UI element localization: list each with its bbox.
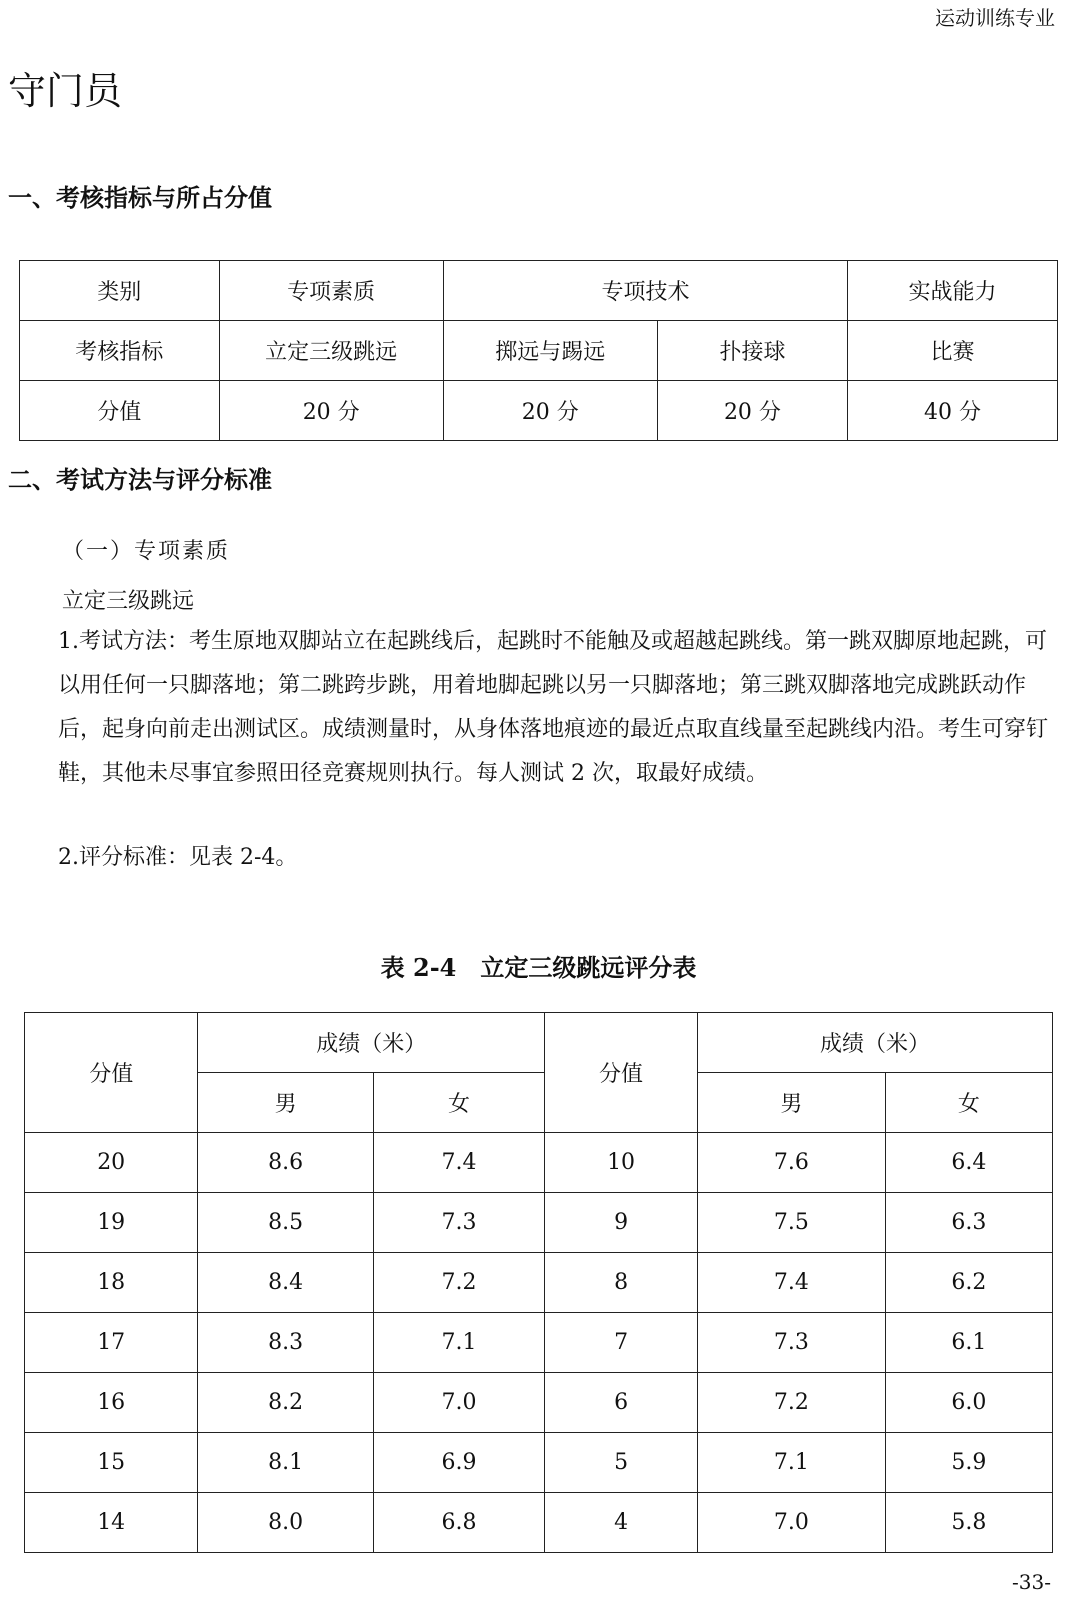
header-female: 女 <box>373 1073 544 1133</box>
table-cell: 8.2 <box>198 1373 373 1433</box>
table-cell: 6.4 <box>885 1133 1052 1193</box>
table-cell: 6 <box>545 1373 698 1433</box>
table-cell: 6.3 <box>885 1193 1052 1253</box>
method-paragraph <box>8 620 1068 796</box>
table-row <box>25 1193 1053 1253</box>
table-cell: 6.1 <box>885 1313 1052 1373</box>
table-header-row <box>25 1013 1053 1073</box>
standard-text: 2.评分标准：见表 2-4。 <box>58 845 298 870</box>
table-cell: 6.0 <box>885 1373 1052 1433</box>
table-cell: 16 <box>25 1373 198 1433</box>
subsection-heading: （一）专项素质 <box>62 539 231 564</box>
table-cell: 15 <box>25 1433 198 1493</box>
table-cell: 6.2 <box>885 1253 1052 1313</box>
table-row <box>25 1373 1053 1433</box>
table-cell: 立定三级跳远 <box>219 321 443 381</box>
table-row <box>25 1253 1053 1313</box>
table-cell: 40 分 <box>848 381 1058 441</box>
table-cell: 9 <box>545 1193 698 1253</box>
table-cell: 掷远与踢远 <box>443 321 657 381</box>
table-cell: 8.6 <box>198 1133 373 1193</box>
standard-paragraph <box>8 836 1068 880</box>
table-cell: 专项素质 <box>219 261 443 321</box>
table-cell: 考核指标 <box>20 321 220 381</box>
section2-heading: 二、考试方法与评分标准 <box>8 465 272 494</box>
table-cell: 17 <box>25 1313 198 1373</box>
page-title: 守门员 <box>8 69 123 113</box>
table-caption: 表 2-4 立定三级跳远评分表 <box>380 953 697 982</box>
header-female: 女 <box>885 1073 1052 1133</box>
table-cell: 7 <box>545 1313 698 1373</box>
header-result: 成绩（米） <box>697 1013 1052 1073</box>
table-cell: 8.5 <box>198 1193 373 1253</box>
table-cell: 7.5 <box>697 1193 885 1253</box>
table-row <box>25 1493 1053 1553</box>
table-cell: 6.8 <box>373 1493 544 1553</box>
table-cell: 分值 <box>20 381 220 441</box>
header-score: 分值 <box>25 1013 198 1133</box>
table-cell: 8.3 <box>198 1313 373 1373</box>
table-cell: 7.0 <box>697 1493 885 1553</box>
table-cell: 5 <box>545 1433 698 1493</box>
table-row <box>25 1133 1053 1193</box>
method-text: 1.考试方法：考生原地双脚站立在起跳线后，起跳时不能触及或超越起跳线。第一跳双脚原地起跳，可以用任何一只脚落地；第二跳跨步跳，用着地脚起跳以另一只脚落地；第三跳双脚落地完成跳跃动作后，起身向前走出测试区。成绩测量时，从身体落地痕迹的最近点取直线量至起跳线内沿。考生可穿钉鞋，其他未尽事宜参照田径竞赛规则执行。每人测试 2 次，取最好成绩。 <box>58 629 1049 786</box>
table-row <box>25 1433 1053 1493</box>
table-row <box>20 321 1058 381</box>
table-cell: 7.4 <box>373 1133 544 1193</box>
table-cell: 7.1 <box>373 1313 544 1373</box>
indicator-table <box>19 260 1058 441</box>
table-cell: 扑接球 <box>657 321 847 381</box>
table-cell: 18 <box>25 1253 198 1313</box>
table-cell: 5.8 <box>885 1493 1052 1553</box>
table-cell: 7.4 <box>697 1253 885 1313</box>
table-cell: 20 分 <box>219 381 443 441</box>
table-cell: 7.3 <box>373 1193 544 1253</box>
table-cell: 比赛 <box>848 321 1058 381</box>
table-cell: 5.9 <box>885 1433 1052 1493</box>
table-row <box>25 1313 1053 1373</box>
table-cell: 20 分 <box>657 381 847 441</box>
table-cell: 8 <box>545 1253 698 1313</box>
table-cell: 7.1 <box>697 1433 885 1493</box>
table-row <box>20 381 1058 441</box>
header-male: 男 <box>198 1073 373 1133</box>
table-cell: 7.2 <box>373 1253 544 1313</box>
table-cell: 8.4 <box>198 1253 373 1313</box>
table-cell: 实战能力 <box>848 261 1058 321</box>
scoring-table <box>24 1012 1053 1553</box>
header-score: 分值 <box>545 1013 698 1133</box>
table-cell: 8.0 <box>198 1493 373 1553</box>
section1-heading: 一、考核指标与所占分值 <box>8 183 272 212</box>
table-cell: 20 <box>25 1133 198 1193</box>
table-cell: 专项技术 <box>443 261 847 321</box>
table-cell: 8.1 <box>198 1433 373 1493</box>
table-cell: 19 <box>25 1193 198 1253</box>
table-cell: 7.0 <box>373 1373 544 1433</box>
running-header: 运动训练专业 <box>935 6 1055 30</box>
table-cell: 7.3 <box>697 1313 885 1373</box>
header-male: 男 <box>697 1073 885 1133</box>
table-cell: 7.6 <box>697 1133 885 1193</box>
table-cell: 7.2 <box>697 1373 885 1433</box>
item-title: 立定三级跳远 <box>62 589 195 614</box>
table-cell: 4 <box>545 1493 698 1553</box>
table-cell: 6.9 <box>373 1433 544 1493</box>
table-row <box>20 261 1058 321</box>
table-cell: 10 <box>545 1133 698 1193</box>
table-cell: 20 分 <box>443 381 657 441</box>
header-result: 成绩（米） <box>198 1013 545 1073</box>
page-number: -33- <box>1012 1570 1051 1594</box>
table-cell: 14 <box>25 1493 198 1553</box>
table-cell: 类别 <box>20 261 220 321</box>
